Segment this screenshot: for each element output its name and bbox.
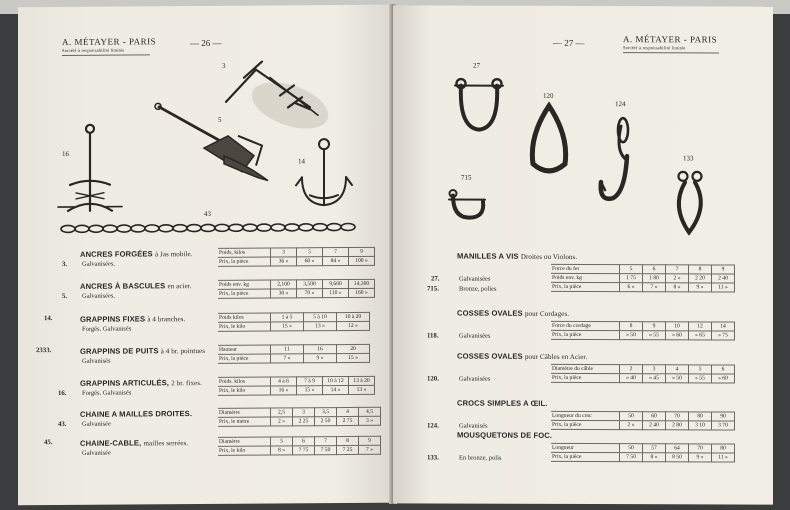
- item-subtitle: Forgés. Galvanisés: [82, 389, 132, 397]
- item-number: 715.: [427, 285, 439, 293]
- table-cell: 57: [643, 444, 666, 453]
- table-cell: 60 »: [297, 257, 323, 266]
- table-row: [551, 420, 735, 430]
- figure-label-715: 715: [461, 173, 472, 182]
- table-cell: 8 »: [643, 453, 666, 462]
- table-row-label: Prix, la pièce: [551, 282, 620, 291]
- price-table: [551, 411, 735, 431]
- item-number: 2333.: [36, 347, 52, 355]
- section-title-main: MANILLES A VIS: [457, 251, 519, 261]
- price-table: [551, 364, 735, 384]
- item-subtitle: En bronze, polis: [459, 454, 502, 462]
- item-title-main: GRAPPINS DE PUITS: [80, 346, 159, 356]
- table-row-label: Prix, la pièce: [218, 354, 271, 363]
- table-cell: 8: [689, 265, 712, 274]
- table-row-label: Prix, le kilo: [218, 322, 271, 331]
- item-number: 118.: [427, 332, 439, 340]
- item-title-main: CHAINE A MAILLES DROITES.: [80, 409, 193, 419]
- table-cell: 3: [293, 408, 315, 417]
- table-cell: 7: [315, 437, 337, 446]
- table-cell: 3 10: [689, 421, 712, 430]
- table-cell: » 65: [689, 331, 712, 340]
- table-cell: 7 »: [643, 283, 666, 292]
- item-subtitle: Galvanisés: [459, 422, 488, 430]
- table-cell: 84 »: [323, 257, 349, 266]
- table-cell: 11 »: [712, 453, 735, 462]
- table-row-label: Force du fer: [551, 264, 620, 273]
- table-cell: 7 75: [293, 446, 315, 455]
- table-cell: 9 »: [689, 283, 712, 292]
- table-cell: 15 »: [337, 353, 370, 362]
- table-cell: 30 »: [271, 289, 297, 298]
- left-header-subtitle: Société à responsabilité limitée: [62, 47, 125, 54]
- table-cell: 16: [304, 345, 337, 354]
- table-cell: 8 »: [271, 446, 293, 455]
- table-cell: 80: [712, 444, 735, 453]
- item-title-detail: mailles serrées.: [143, 439, 189, 448]
- table-cell: » 55: [643, 331, 666, 340]
- item-subtitle: Bronze, polies: [459, 285, 497, 293]
- table-cell: 70: [666, 412, 689, 421]
- table-cell: 2 20: [689, 274, 712, 283]
- figure-label-124: 124: [615, 100, 626, 109]
- table-cell: 90: [712, 412, 735, 421]
- table-cell: 5: [271, 437, 293, 446]
- table-cell: 5: [297, 248, 323, 257]
- table-row: [551, 282, 735, 292]
- section-title: [457, 309, 569, 318]
- item-title: [80, 314, 185, 324]
- price-table: [218, 376, 375, 396]
- item-subtitle: Galvanisées: [459, 275, 491, 283]
- table-cell: 2 80: [666, 421, 689, 430]
- item-title-main: GRAPPINS ARTICULÉS,: [80, 378, 169, 388]
- table-row: [218, 353, 370, 363]
- table-cell: 9 »: [689, 453, 712, 462]
- section-title-main: MOUSQUETONS DE FOC.: [457, 430, 553, 440]
- table-cell: 64: [666, 444, 689, 453]
- table-row-label: Force du cordage: [551, 321, 620, 330]
- figure-label-16: 16: [62, 149, 69, 159]
- table-cell: 1 80: [643, 274, 666, 283]
- table-cell: 60: [643, 412, 666, 421]
- table-cell: 50: [620, 444, 643, 453]
- table-cell: 7 à 9: [297, 377, 323, 386]
- table-cell: 10 à 12: [323, 377, 349, 386]
- item-number: 3.: [62, 260, 68, 269]
- table-cell: 8: [337, 436, 359, 445]
- table-cell: 6: [712, 365, 735, 374]
- table-cell: 4,5: [359, 407, 381, 416]
- table-cell: 1 à 5: [271, 313, 304, 322]
- left-header-title: A. MÉTAYER - PARIS: [62, 36, 157, 48]
- table-row-label: Poids env. kg: [551, 273, 620, 282]
- section-title: [457, 252, 577, 261]
- table-cell: 9: [712, 265, 735, 274]
- right-page-number: — 27 —: [553, 37, 585, 49]
- table-cell: 110 »: [323, 289, 349, 298]
- item-number: 27.: [431, 275, 440, 283]
- table-cell: 3: [271, 248, 297, 257]
- table-cell: 2 »: [271, 417, 293, 426]
- price-table: [218, 344, 370, 364]
- section-title-detail: pour Câbles en Acier.: [524, 352, 588, 362]
- table-row: [218, 256, 375, 266]
- table-row-label: Poids, kilos: [218, 248, 271, 257]
- table-cell: 13 »: [349, 385, 375, 394]
- table-row-label: Poids env. kg: [218, 280, 271, 289]
- table-row-label: Prix, le mètre: [218, 417, 271, 426]
- table-cell: 36 »: [271, 257, 297, 266]
- table-cell: 80: [689, 412, 712, 421]
- table-cell: 20: [337, 344, 370, 353]
- item-title: [80, 438, 188, 448]
- table-row-label: Hauteur: [218, 345, 271, 354]
- item-subtitle: Galvanisée: [82, 449, 111, 457]
- item-number: 120.: [427, 375, 439, 383]
- table-cell: 100 »: [349, 256, 375, 265]
- figure-label-27: 27: [473, 61, 480, 70]
- table-cell: 3 »: [359, 416, 381, 425]
- item-number: 5.: [62, 292, 68, 301]
- section-title: [457, 399, 547, 408]
- table-cell: 3 70: [712, 421, 735, 430]
- table-cell: 2 75: [337, 416, 359, 425]
- table-row: [218, 416, 381, 426]
- table-row-label: Poids. kilos: [218, 377, 271, 386]
- figure-label-43: 43: [204, 209, 211, 219]
- table-cell: 9: [349, 247, 375, 256]
- item-subtitle: Galvanisée: [82, 420, 111, 428]
- table-cell: 13 à 20: [349, 376, 375, 385]
- section-title-detail: Droites ou Violons.: [520, 252, 578, 261]
- table-cell: 7: [666, 265, 689, 274]
- table-cell: 8 »: [666, 283, 689, 292]
- table-cell: 9: [359, 436, 381, 445]
- table-cell: 2 50: [315, 417, 337, 426]
- item-number: 14.: [44, 315, 53, 323]
- table-cell: 13 »: [304, 322, 337, 331]
- figure-label-14: 14: [298, 157, 305, 166]
- table-row-label: Prix, la pièce: [218, 289, 271, 298]
- table-cell: 14 »: [323, 386, 349, 395]
- price-table: [218, 279, 375, 299]
- price-table: [551, 443, 735, 463]
- table-cell: 7 25: [337, 445, 359, 454]
- table-cell: » 60: [666, 331, 689, 340]
- table-cell: 4 à 6: [271, 377, 297, 386]
- table-row: [551, 373, 735, 383]
- table-row: [218, 288, 375, 298]
- table-cell: » 50: [666, 374, 689, 383]
- figure-label-5: 5: [218, 115, 222, 124]
- price-table: [551, 264, 735, 293]
- table-cell: 15 »: [271, 322, 304, 331]
- table-row: [218, 385, 375, 395]
- section-title-main: COSSES OVALES: [457, 351, 523, 361]
- table-row-label: Prix, la pièce: [551, 420, 620, 429]
- table-row-label: Diamètre du câble: [551, 364, 620, 373]
- table-cell: 12: [689, 322, 712, 331]
- table-cell: 5: [620, 265, 643, 274]
- price-table: [218, 312, 370, 332]
- table-cell: 14: [712, 322, 735, 331]
- table-row-label: Poids kilos: [218, 313, 271, 322]
- section-title-main: CROCS SIMPLES A ŒIL.: [457, 398, 548, 408]
- table-row-label: Prix, la pièce: [551, 373, 620, 382]
- table-cell: 4: [666, 365, 689, 374]
- table-cell: 2 »: [666, 274, 689, 283]
- left-page: [18, 5, 393, 506]
- item-title-detail: en acier.: [167, 282, 192, 291]
- item-title-detail: 2 br. fixes.: [171, 379, 202, 388]
- table-cell: 2,100: [271, 280, 297, 289]
- item-subtitle: Galvanisés: [82, 357, 111, 365]
- table-cell: 10: [666, 322, 689, 331]
- table-cell: 16 »: [271, 386, 297, 395]
- table-cell: 11 »: [712, 283, 735, 292]
- item-title-detail: à 4 branches.: [147, 315, 186, 324]
- table-cell: 5 à 10: [304, 313, 337, 322]
- figure-label-120: 120: [543, 91, 554, 100]
- table-row: [551, 452, 735, 462]
- table-cell: 7 50: [620, 453, 643, 462]
- item-title-main: ANCRES À BASCULES: [80, 281, 166, 291]
- table-cell: 2: [620, 365, 643, 374]
- table-row: [218, 445, 381, 455]
- table-cell: 9,600: [323, 280, 349, 289]
- item-title: [80, 281, 192, 291]
- table-cell: » 75: [712, 331, 735, 340]
- item-title: [80, 249, 193, 259]
- table-cell: 2,5: [271, 408, 293, 417]
- hardware-illustrations: [393, 5, 773, 236]
- right-header-title: A. MÉTAYER - PARIS: [623, 34, 718, 45]
- table-cell: 3,500: [297, 280, 323, 289]
- price-table: [218, 247, 375, 267]
- table-row-label: Prix, la pièce: [551, 330, 620, 339]
- item-subtitle: Galvanisées: [459, 375, 491, 383]
- item-subtitle: Galvanisées.: [82, 292, 116, 300]
- table-row: [551, 330, 735, 340]
- table-cell: 2 25: [293, 417, 315, 426]
- table-row-label: Prix, le kilo: [218, 386, 271, 395]
- table-cell: » 50: [620, 331, 643, 340]
- table-cell: 9 »: [304, 354, 337, 363]
- item-number: 133.: [427, 454, 439, 462]
- item-title-main: CHAINE-CABLE,: [80, 438, 142, 448]
- table-row: [218, 321, 370, 331]
- table-cell: 70: [689, 444, 712, 453]
- table-cell: 2 »: [620, 421, 643, 430]
- item-number: 16.: [58, 389, 67, 398]
- table-cell: 8: [620, 322, 643, 331]
- table-cell: 7 »: [271, 354, 304, 363]
- table-row-label: Prix, la pièce: [218, 257, 271, 266]
- table-cell: 70 »: [297, 289, 323, 298]
- price-table: [551, 321, 735, 341]
- table-cell: 9: [643, 322, 666, 331]
- item-subtitle: Forgés. Galvanisés: [82, 325, 132, 333]
- table-row-label: Prix, le kilo: [218, 446, 271, 455]
- price-table: [218, 407, 381, 427]
- table-cell: 6: [643, 265, 666, 274]
- table-cell: 7: [323, 248, 349, 257]
- table-cell: 7 »: [359, 445, 381, 454]
- item-number: 124.: [427, 422, 439, 430]
- table-cell: 10 à 20: [337, 312, 370, 321]
- item-number: 45.: [44, 439, 53, 447]
- item-title: [80, 409, 192, 419]
- right-header-subtitle: Société à responsabilité limitée: [623, 45, 686, 51]
- item-number: 43.: [58, 420, 67, 429]
- figure-label-3: 3: [222, 61, 226, 70]
- table-row-label: Diamètre: [218, 437, 271, 446]
- table-cell: 2 40: [712, 274, 735, 283]
- table-cell: » 40: [620, 374, 643, 383]
- item-subtitle: Galvanisées.: [82, 260, 116, 268]
- table-cell: 6 »: [620, 283, 643, 292]
- table-cell: » 60: [712, 374, 735, 383]
- item-title-main: GRAPPINS FIXES: [80, 314, 146, 324]
- price-table: [218, 436, 381, 456]
- anchor-illustrations: [18, 5, 393, 238]
- item-title-main: ANCRES FORGÉES: [80, 249, 153, 259]
- table-cell: » 45: [643, 374, 666, 383]
- right-page: [393, 5, 773, 504]
- section-title: [457, 431, 552, 440]
- item-subtitle: Galvanisées: [459, 332, 491, 340]
- table-cell: 14,300: [349, 279, 375, 288]
- table-row-label: Longueur du croc: [551, 411, 620, 420]
- item-title: [80, 378, 202, 388]
- table-cell: 7 50: [315, 446, 337, 455]
- item-title-detail: à 4 br. pointues: [160, 347, 206, 356]
- table-cell: 6: [293, 437, 315, 446]
- section-title: [457, 352, 587, 361]
- table-row-label: Diamètre: [218, 408, 271, 417]
- item-title-detail: à Jas mobile.: [154, 250, 193, 259]
- table-cell: 3,5: [315, 408, 337, 417]
- section-title-main: COSSES OVALES: [457, 308, 523, 318]
- table-cell: » 55: [689, 374, 712, 383]
- table-cell: 4: [337, 407, 359, 416]
- table-cell: 3: [643, 365, 666, 374]
- table-cell: 2 40: [643, 421, 666, 430]
- table-cell: 1 75: [620, 274, 643, 283]
- table-cell: 5: [689, 365, 712, 374]
- table-cell: 12 »: [337, 321, 370, 330]
- table-cell: 50: [620, 412, 643, 421]
- figure-label-133: 133: [683, 154, 694, 163]
- left-page-number: — 26 —: [190, 37, 222, 49]
- table-row-label: Longueur: [551, 443, 620, 452]
- table-cell: 11: [271, 345, 304, 354]
- table-cell: 160 »: [349, 288, 375, 297]
- item-title: [80, 346, 205, 356]
- table-cell: 15 »: [297, 386, 323, 395]
- table-cell: 8 50: [666, 453, 689, 462]
- section-title-detail: pour Cordages.: [524, 309, 570, 318]
- table-row-label: Prix, la pièce: [551, 452, 620, 461]
